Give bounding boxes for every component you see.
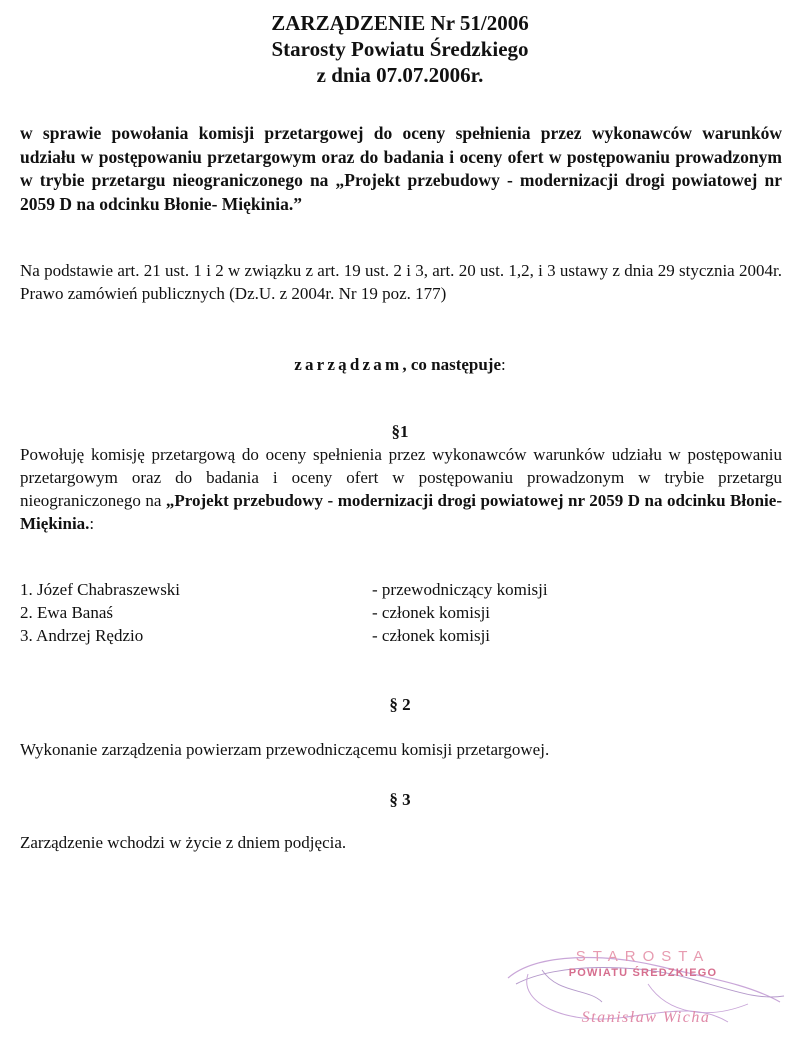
stamp-subtitle: POWIATU ŚREDZKIEGO (568, 967, 718, 979)
decree-rest: , co następuje (402, 355, 502, 374)
member-name: 1. Józef Chabraszewski (20, 580, 181, 599)
member-role: - członek komisji (372, 626, 491, 645)
document-title: ZARZĄDZENIE Nr 51/2006 (271, 11, 529, 35)
legal-basis: Na podstawie art. 21 ust. 1 i 2 w związku z art. 19 ust. 2 i 3, art. 20 ust. 1,2, i 3 ustawy z dnia 29 stycznia 2004r. Prawo zamówień publicznych (Dz.U. z 2004r. Nr 19 poz. 177) (20, 261, 782, 303)
member-name: 2. Ewa Banaś (20, 603, 114, 622)
stamp-title: STAROSTA (575, 948, 711, 965)
section-3-text: Zarządzenie wchodzi w życie z dniem podjęcia. (20, 833, 347, 852)
section-1-text-bold: „Projekt przebudowy - modernizacji drogi powiatowej nr 2059 D na odcinku Błonie- Miękinia. (20, 491, 782, 533)
section-2-heading: § 2 (389, 695, 411, 714)
section-1-heading: §1 (391, 422, 409, 441)
section-3-heading: § 3 (389, 790, 411, 809)
section-1-text-end: : (89, 514, 95, 533)
document-issuer: Starosty Powiatu Średzkiego (271, 37, 529, 61)
committee-members-list (20, 578, 780, 647)
decree-colon: : (501, 355, 506, 374)
decree-verb: zarządzam (294, 355, 403, 374)
member-role: - członek komisji (372, 603, 491, 622)
section-1-text (20, 443, 782, 535)
member-name: 3. Andrzej Rędzio (20, 626, 144, 645)
document-subject: w sprawie powołania komisji przetargowej do oceny spełnienia przez wykonawców warunków udziału w postępowaniu przetargowym oraz do badania i oceny ofert w postępowaniu prowadzonym w trybie przetargu nieograniczonego na „Projekt przebudowy - modernizacji drogi powiatowej nr 2059 D na odcinku Błonie- Miękinia.” (20, 123, 782, 214)
member-role: - przewodniczący komisji (372, 580, 548, 599)
section-2-text: Wykonanie zarządzenia powierzam przewodniczącemu komisji przetargowej. (20, 740, 550, 759)
list-item (20, 624, 780, 647)
decree-line (0, 354, 800, 376)
section-1-text-plain: Powołuję komisję przetargową do oceny spełnienia przez wykonawców warunków udziału w postępowaniu przetargowym oraz do badania i oceny ofert w postępowaniu prowadzonym w trybie przetargu nieograniczonego na (20, 445, 782, 510)
official-stamp (498, 944, 788, 1040)
list-item (20, 601, 780, 624)
document-date: z dnia 07.07.2006r. (316, 63, 484, 87)
stamp-name: Stanisław Wicha (581, 1009, 711, 1026)
list-item (20, 578, 780, 601)
